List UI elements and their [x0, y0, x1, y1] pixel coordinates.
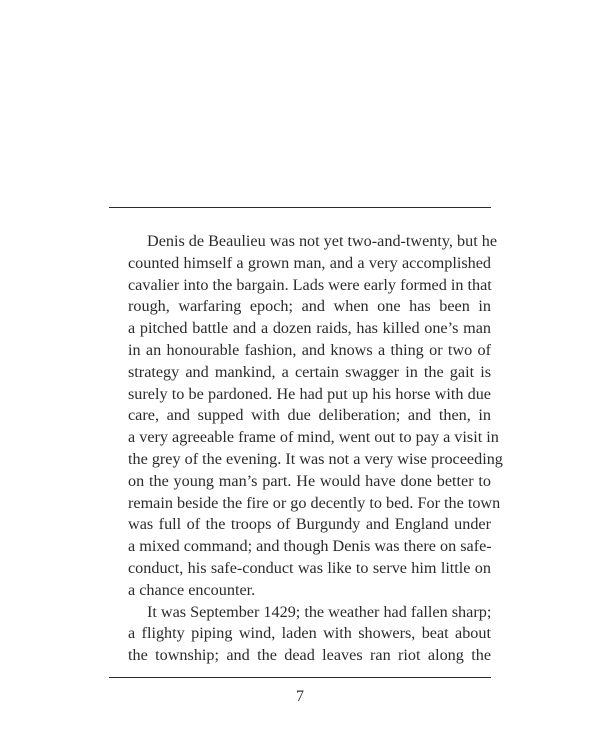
text-line: a mixed command; and though Denis was there on safe-	[128, 537, 492, 556]
text-line: the township; and the dead leaves ran riot along the	[128, 646, 491, 665]
text-line: care, and supped with due deliberation; and then, in	[128, 406, 491, 425]
text-line: a pitched battle and a dozen raids, has killed one’s man	[128, 319, 491, 338]
text-line: a very agreeable frame of mind, went out to pay a visit in	[128, 428, 499, 447]
body-text	[109, 231, 503, 667]
text-line: Denis de Beaulieu was not yet two-and-twenty, but he	[147, 232, 498, 250]
paragraph-2	[109, 602, 491, 667]
top-rule	[109, 207, 491, 208]
text-line: surely to be pardoned. He had put up his horse with due	[128, 384, 491, 403]
text-line: remain beside the fire or go decently to bed. For the town	[128, 493, 501, 512]
text-line: conduct, his safe-conduct was like to serve him little on	[128, 558, 491, 577]
text-line: a chance encounter.	[128, 580, 256, 599]
text-line: in an honourable fashion, and knows a thing or two of	[128, 340, 491, 359]
text-line: cavalier into the bargain. Lads were early formed in that	[128, 275, 492, 294]
text-line: counted himself a grown man, and a very accomplished	[128, 253, 491, 272]
paragraph-1	[109, 231, 503, 602]
text-line: It was September 1429; the weather had fallen sharp;	[147, 602, 492, 621]
bottom-rule	[109, 677, 491, 678]
text-line: strategy and mankind, a certain swagger in the gait is	[128, 362, 491, 381]
page-number: 7	[296, 688, 304, 705]
text-line: was full of the troops of Burgundy and England under	[128, 515, 491, 534]
text-line: rough, warfaring epoch; and when one has been in	[128, 297, 491, 316]
text-line: a flighty piping wind, laden with showers, beat about	[128, 624, 491, 643]
text-line: on the young man’s part. He would have done better to	[128, 471, 491, 490]
text-line: the grey of the evening. It was not a very wise proceeding	[128, 449, 503, 468]
